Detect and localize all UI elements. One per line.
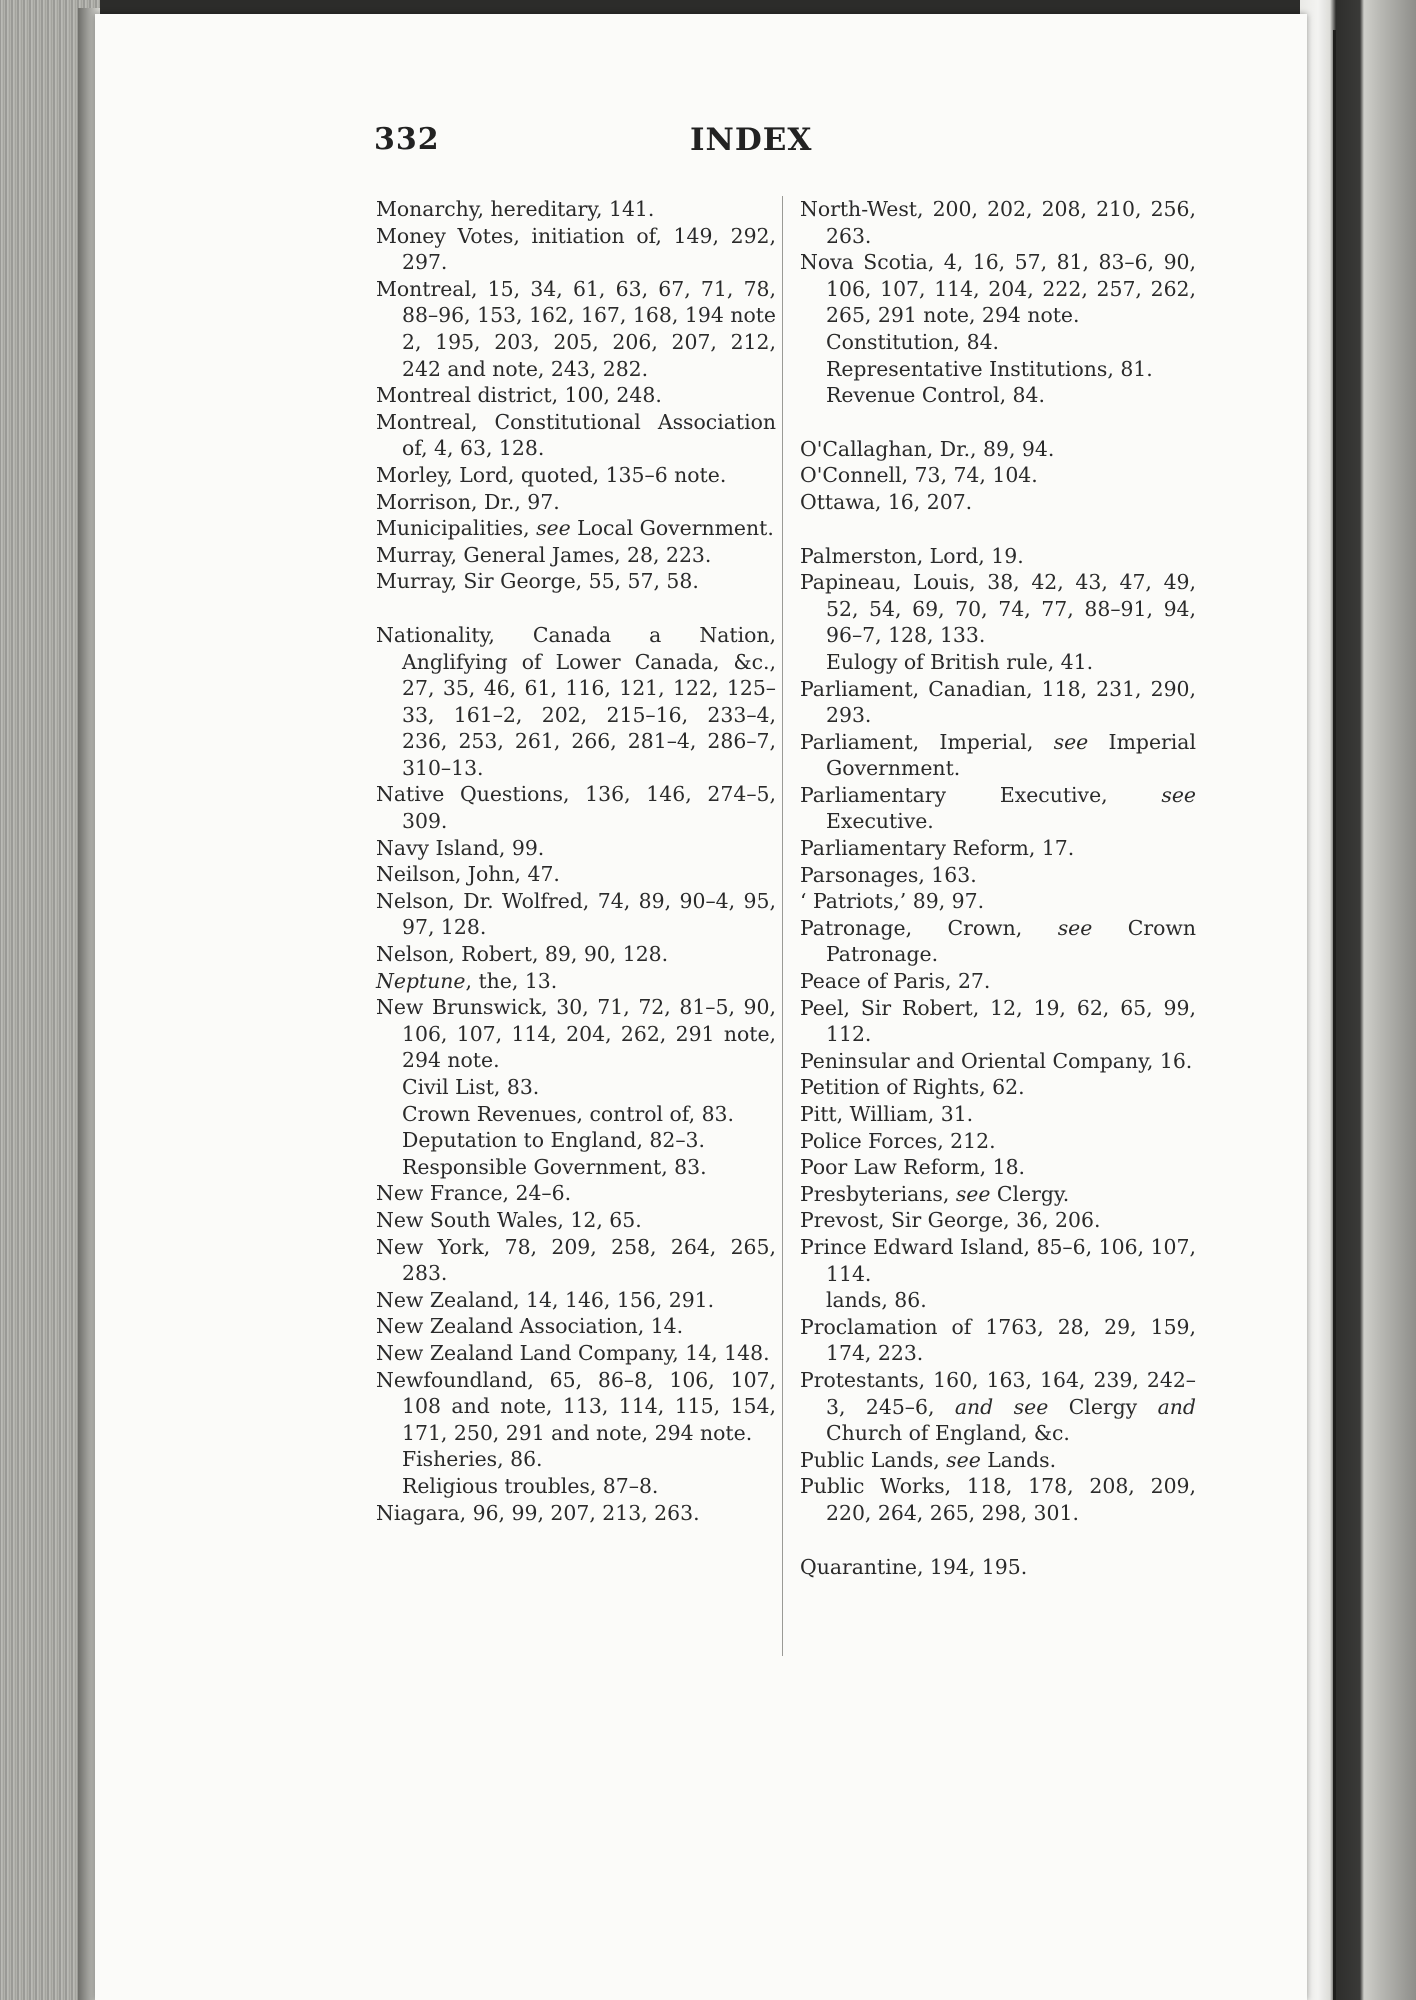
index-entry (800, 915, 1196, 968)
facing-page-edge (1300, 0, 1416, 2000)
entry-text: Clergy. (990, 1181, 1070, 1206)
index-subentry: Deputation to England, 82–3. (402, 1128, 706, 1153)
index-entry: Montreal district, 100, 248. (376, 383, 662, 408)
index-entry: Nova Scotia, 4, 16, 57, 81, 83–6, 90, 106, 107, 114, 204, 222, 257, 262, 265, 291 note, 294 note. (800, 250, 1196, 328)
entry-text: Parliament, Imperial, (800, 729, 1054, 754)
entry-text: Protestants, 160, 163, 164, 239, 242–3, 245–6, (800, 1367, 1196, 1419)
index-entry: O'Callaghan, Dr., 89, 94. (800, 436, 1055, 461)
index-entry: Native Questions, 136, 146, 274–5, 309. (376, 782, 776, 834)
index-subentry: Constitution, 84. (826, 329, 1000, 354)
index-entry: Poor Law Reform, 18. (800, 1155, 1026, 1180)
entry-italic-text: see (536, 516, 571, 541)
entry-text: Clergy (1048, 1394, 1158, 1419)
letter-section-gap (376, 595, 776, 622)
index-entry (800, 729, 1196, 782)
index-entry: Morrison, Dr., 97. (376, 489, 560, 514)
index-subentry: Representative Institutions, 81. (826, 356, 1153, 381)
index-entry: Navy Island, 99. (376, 835, 545, 860)
letter-section-gap (800, 409, 1196, 436)
index-entry: Parsonages, 163. (800, 862, 977, 887)
index-entry: Palmerston, Lord, 19. (800, 543, 1024, 568)
index-entry (376, 968, 776, 995)
index-entry: New Brunswick, 30, 71, 72, 81–5, 90, 106, 107, 114, 204, 262, 291 note, 294 note. (376, 995, 776, 1073)
page-number: 332 (374, 122, 440, 157)
entry-text: Municipalities, (376, 516, 537, 541)
index-entry: Police Forces, 212. (800, 1128, 996, 1153)
entry-text: Imperial Government. (826, 729, 1196, 781)
index-entry: ‘ Patriots,’ 89, 97. (800, 889, 985, 914)
entry-italic-text: Neptune (376, 968, 466, 993)
index-column-right (800, 196, 1196, 1580)
index-entry: New France, 24–6. (376, 1181, 572, 1206)
index-entry: Proclamation of 1763, 28, 29, 159, 174, 223. (800, 1314, 1196, 1366)
index-entry (800, 1447, 1196, 1474)
index-entry: Parliamentary Reform, 17. (800, 836, 1075, 861)
index-entry: Montreal, 15, 34, 61, 63, 67, 71, 78, 88–96, 153, 162, 167, 168, 194 note 2, 195, 203, 205, 206, 207, 212, 242 and note, 243, 282. (376, 276, 776, 381)
index-entry: Nationality, Canada a Nation, Anglifying of Lower Canada, &c., 27, 35, 46, 61, 116, 121, 122, 125–33, 161–2, 202, 215–16, 233–4, 236, 253, 261, 266, 281–4, 286–7, 310–13. (376, 622, 776, 780)
running-title: INDEX (690, 122, 813, 158)
index-subentry: lands, 86. (826, 1288, 927, 1313)
entry-text: Patronage, Crown, (800, 915, 1058, 940)
entry-text: Church of England, &c. (826, 1421, 1070, 1446)
index-subentry: Civil List, 83. (402, 1075, 540, 1099)
index-entry (800, 782, 1196, 835)
entry-italic-text: and see (954, 1394, 1049, 1419)
entry-italic-text: see (1161, 782, 1196, 807)
index-entry: Morley, Lord, quoted, 135–6 note. (376, 462, 727, 487)
index-entry: North-West, 200, 202, 208, 210, 256, 263. (800, 197, 1196, 248)
index-entry (376, 515, 776, 542)
index-entry: Murray, General James, 28, 223. (376, 542, 712, 567)
entry-text: Crown Patronage. (826, 915, 1196, 967)
index-entry: Pitt, William, 31. (800, 1102, 974, 1126)
index-entry: Prevost, Sir George, 36, 206. (800, 1208, 1101, 1233)
index-entry: Niagara, 96, 99, 207, 213, 263. (376, 1500, 700, 1525)
index-entry: Montreal, Constitutional Association of, 4, 63, 128. (376, 409, 776, 461)
index-entry: New Zealand Association, 14. (376, 1314, 684, 1339)
index-subentry: Religious troubles, 87–8. (402, 1473, 659, 1498)
page-header (374, 122, 838, 166)
entry-text: Parliamentary Executive, (800, 782, 1162, 807)
index-entry: Public Works, 118, 178, 208, 209, 220, 264, 265, 298, 301. (800, 1474, 1196, 1525)
index-entry: Papineau, Louis, 38, 42, 43, 47, 49, 52, 54, 69, 70, 74, 77, 88–91, 94, 96–7, 128, 133. (800, 570, 1196, 648)
index-column-left (376, 196, 776, 1526)
entry-text: Lands. (980, 1447, 1057, 1472)
index-subentry: Fisheries, 86. (402, 1447, 543, 1472)
index-subentry: Eulogy of British rule, 41. (826, 649, 1094, 674)
index-entry: New Zealand, 14, 146, 156, 291. (376, 1287, 715, 1312)
column-divider (782, 196, 783, 1656)
index-entry: New Zealand Land Company, 14, 148. (376, 1340, 770, 1365)
index-entry: Nelson, Dr. Wolfred, 74, 89, 90–4, 95, 97, 128. (376, 888, 776, 940)
index-entry: Murray, Sir George, 55, 57, 58. (376, 569, 699, 594)
index-entry: O'Connell, 73, 74, 104. (800, 463, 1038, 488)
index-subentry: Crown Revenues, control of, 83. (402, 1101, 734, 1126)
entry-text: Presbyterians, (800, 1181, 956, 1206)
index-entry (800, 1367, 1196, 1447)
index-entry: Peninsular and Oriental Company, 16. (800, 1048, 1193, 1073)
letter-section-gap (800, 516, 1196, 543)
index-entry: Neilson, John, 47. (376, 862, 560, 887)
index-entry: Petition of Rights, 62. (800, 1075, 1025, 1100)
index-entry: Monarchy, hereditary, 141. (376, 197, 655, 221)
entry-italic-text: and (1157, 1394, 1196, 1419)
entry-italic-text: see (946, 1447, 981, 1472)
entry-text: Local Government. (570, 516, 774, 541)
entry-italic-text: see (1057, 915, 1093, 940)
index-entry: New South Wales, 12, 65. (376, 1207, 642, 1232)
index-entry: Prince Edward Island, 85–6, 106, 107, 114. (800, 1234, 1196, 1286)
index-entry: Parliament, Canadian, 118, 231, 290, 293. (800, 676, 1196, 728)
entry-text: , the, 13. (465, 968, 558, 993)
index-entry: Peel, Sir Robert, 12, 19, 62, 65, 99, 112. (800, 995, 1196, 1047)
index-entry: New York, 78, 209, 258, 264, 265, 283. (376, 1234, 776, 1286)
index-entry (800, 1181, 1196, 1208)
facing-page-border-line (1333, 30, 1336, 2000)
index-entry: Nelson, Robert, 89, 90, 128. (376, 942, 669, 967)
index-subentry: Revenue Control, 84. (826, 383, 1045, 408)
entry-italic-text: see (955, 1181, 991, 1206)
index-subentry: Responsible Government, 83. (402, 1154, 707, 1179)
index-entry: Quarantine, 194, 195. (800, 1554, 1028, 1579)
entry-text: Executive. (826, 809, 934, 834)
index-entry: Ottawa, 16, 207. (800, 489, 973, 514)
letter-section-gap (800, 1527, 1196, 1554)
index-entry: Money Votes, initiation of, 149, 292, 297. (376, 223, 776, 275)
entry-italic-text: see (1053, 729, 1089, 754)
entry-text: Public Lands, (800, 1447, 947, 1472)
index-entry: Newfoundland, 65, 86–8, 106, 107, 108 and note, 113, 114, 115, 154, 171, 250, 291 and note, 294 note. (376, 1367, 776, 1445)
index-entry: Peace of Paris, 27. (800, 969, 991, 994)
